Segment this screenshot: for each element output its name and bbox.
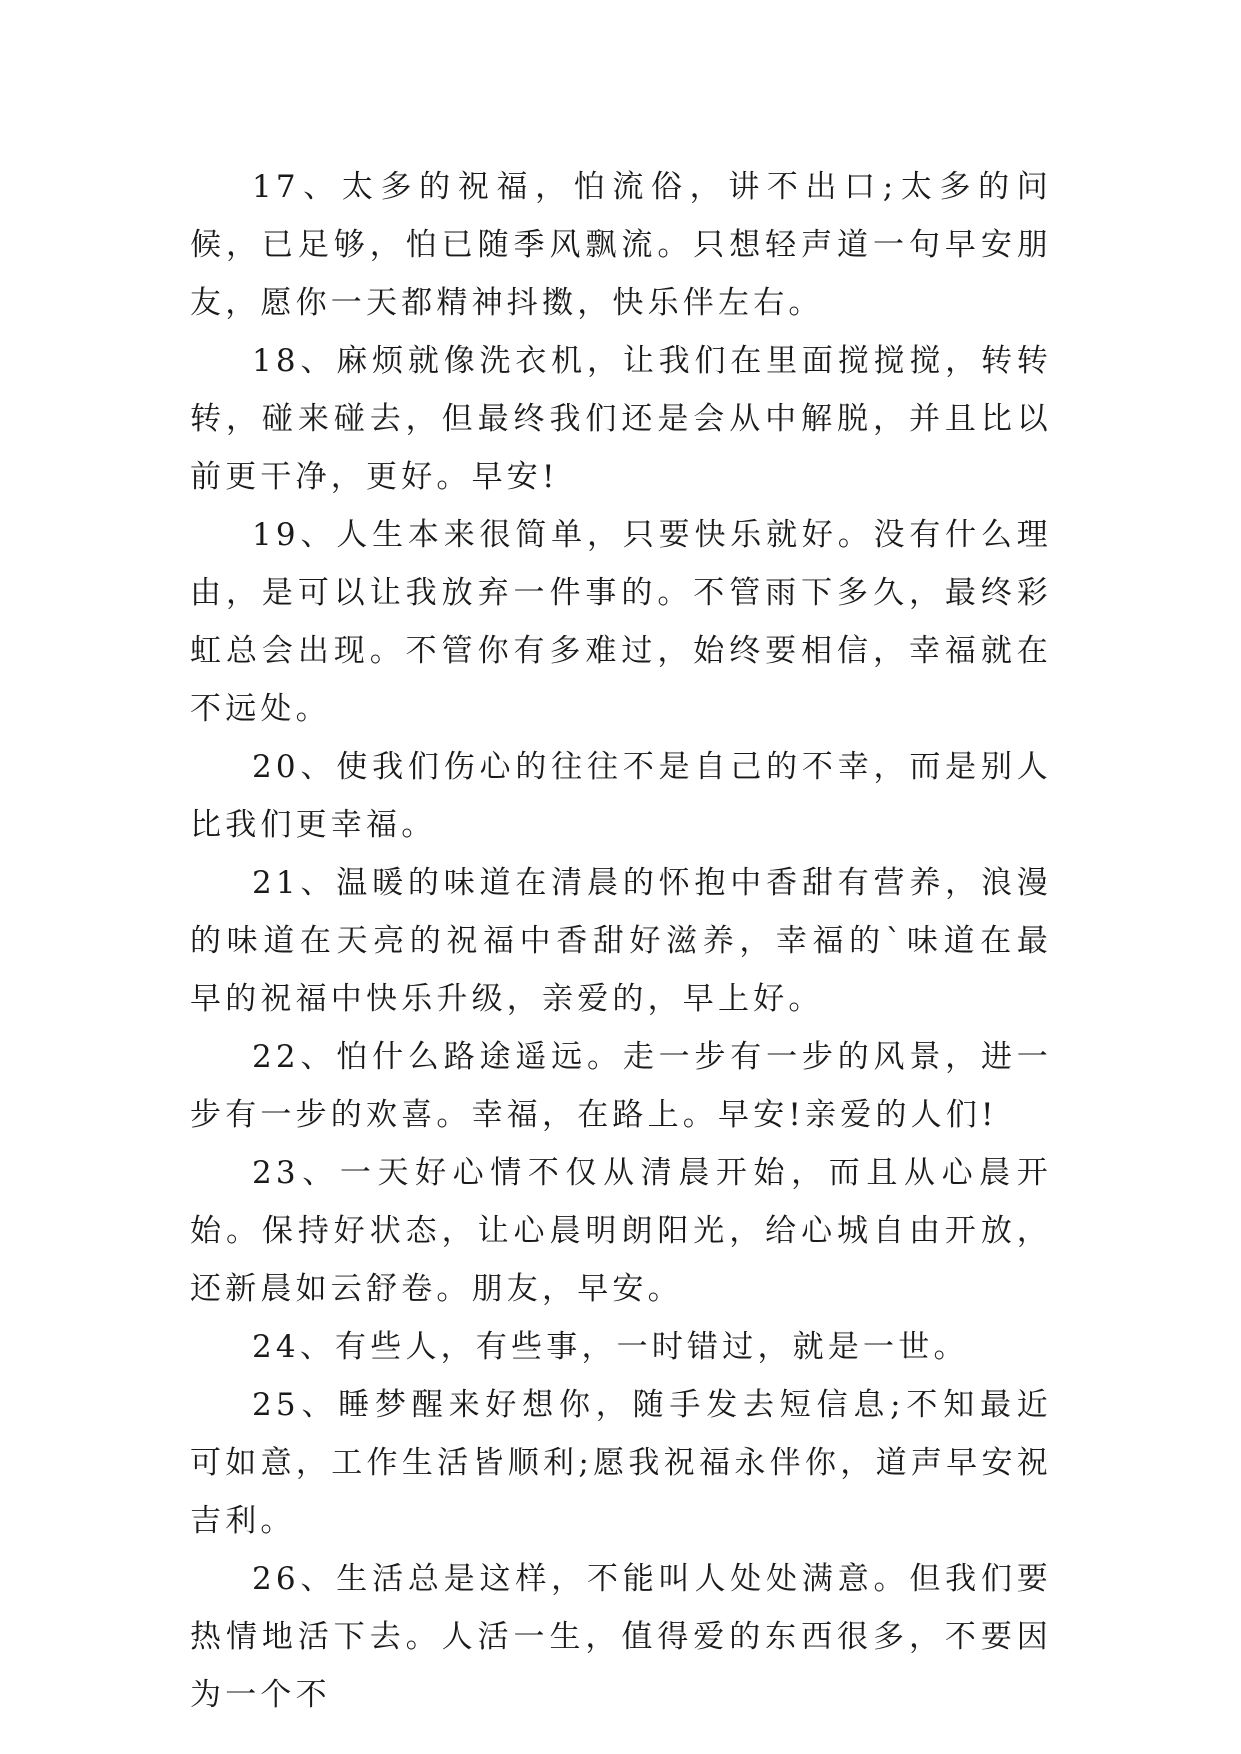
paragraph-20: 20、使我们伤心的往往不是自己的不幸，而是别人比我们更幸福。 [190,749,1052,843]
paragraph-17: 17、太多的祝福，怕流俗，讲不出口;太多的问候，已足够，怕已随季风飘流。只想轻声道一句早安朋友，愿你一天都精神抖擞，快乐伴左右。 [190,169,1052,321]
paragraph-23: 23、一天好心情不仅从清晨开始，而且从心晨开始。保持好状态，让心晨明朗阳光，给心城自由开放，还新晨如云舒卷。朋友，早安。 [190,1155,1052,1307]
paragraph-19: 19、人生本来很简单，只要快乐就好。没有什么理由，是可以让我放弃一件事的。不管雨下多久，最终彩虹总会出现。不管你有多难过，始终要相信，幸福就在不远处。 [190,517,1052,727]
paragraph-22: 22、怕什么路途遥远。走一步有一步的风景，进一步有一步的欢喜。幸福，在路上。早安!亲爱的人们! [190,1039,1052,1133]
paragraph-18: 18、麻烦就像洗衣机，让我们在里面搅搅搅，转转转，碰来碰去，但最终我们还是会从中解脱，并且比以前更干净，更好。早安! [190,343,1052,495]
paragraph-24: 24、有些人，有些事，一时错过，就是一世。 [252,1329,969,1365]
paragraph-25: 25、睡梦醒来好想你，随手发去短信息;不知最近可如意，工作生活皆顺利;愿我祝福永伴你，道声早安祝吉利。 [190,1387,1052,1539]
document-body [190,158,1052,1724]
paragraph-21: 21、温暖的味道在清晨的怀抱中香甜有营养，浪漫的味道在天亮的祝福中香甜好滋养，幸福的`味道在最早的祝福中快乐升级，亲爱的，早上好。 [190,865,1052,1017]
paragraph-26: 26、生活总是这样，不能叫人处处满意。但我们要热情地活下去。人活一生，值得爱的东西很多，不要因为一个不 [190,1561,1052,1713]
